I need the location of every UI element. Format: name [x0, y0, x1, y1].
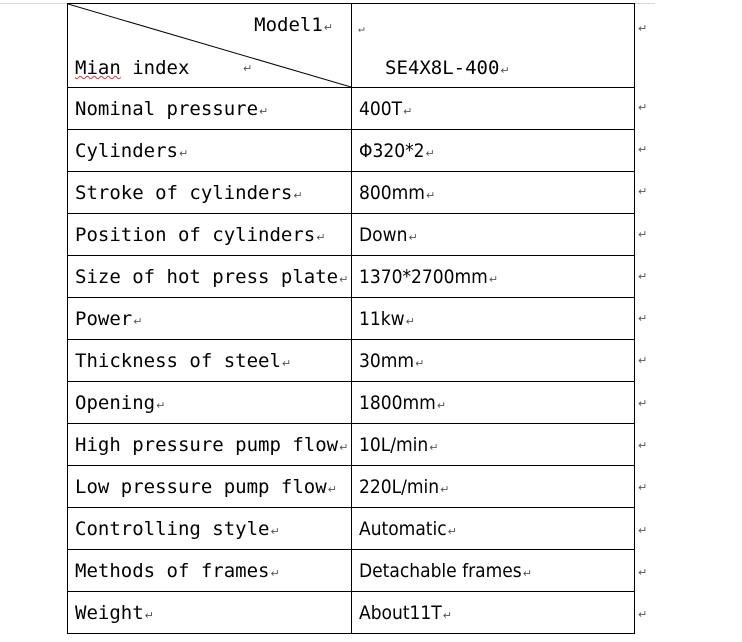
paragraph-mark-icon: ↵: [522, 566, 532, 580]
row-end-mark-icon: ↵: [638, 566, 648, 579]
param-value: 800mm: [359, 181, 425, 204]
table-row: [68, 382, 635, 424]
param-value: 10L/min: [359, 433, 429, 456]
param-cell: [68, 340, 352, 382]
paragraph-mark-icon: ↵: [323, 21, 333, 34]
paragraph-mark-icon: ↵: [316, 230, 326, 244]
paragraph-mark-icon: ↵: [144, 608, 154, 622]
value-cell: [352, 550, 635, 592]
param-cell: [68, 172, 352, 214]
index-label-word2: index: [132, 57, 190, 79]
row-end-mark-icon: ↵: [638, 270, 648, 283]
paragraph-mark-icon: ↵: [425, 146, 435, 160]
paragraph-mark-icon: ↵: [178, 146, 189, 160]
model-label: Model1: [254, 14, 323, 36]
table-row: [68, 508, 635, 550]
paragraph-mark-icon: ↵: [270, 566, 280, 580]
table-row: [68, 172, 635, 214]
row-end-mark-icon: ↵: [638, 481, 648, 494]
param-cell: [68, 466, 352, 508]
paragraph-mark-icon: ↵: [270, 524, 280, 538]
param-label: Size of hot press plate: [75, 265, 339, 288]
paragraph-mark-icon: ↵: [425, 188, 436, 202]
param-label: Power: [75, 307, 133, 330]
table-row: [68, 424, 635, 466]
param-value: About11T: [359, 601, 442, 624]
paragraph-mark-icon: ↵: [293, 188, 303, 202]
row-end-mark-icon: ↵: [638, 143, 648, 156]
paragraph-mark-icon: ↵: [405, 314, 415, 328]
paragraph-mark-icon: ↵: [133, 314, 143, 328]
row-end-mark-icon: ↵: [638, 354, 648, 367]
param-cell: [68, 592, 352, 634]
param-value: 30mm: [359, 349, 415, 372]
table-row: [68, 130, 635, 172]
param-value: 400T: [359, 97, 403, 120]
paragraph-mark-icon: ↵: [408, 230, 418, 244]
param-value: Detachable frames: [359, 559, 522, 582]
param-label: Low pressure pump flow: [75, 475, 327, 498]
param-label: Stroke of cylinders: [75, 181, 293, 204]
table-row: [68, 256, 635, 298]
paragraph-mark-icon: ↵: [327, 482, 337, 496]
table-row: [68, 550, 635, 592]
paragraph-mark-icon: ↵: [440, 482, 450, 496]
paragraph-mark-icon: ↵: [259, 104, 269, 118]
param-cell: [68, 424, 352, 466]
value-cell: [352, 508, 635, 550]
value-cell: [352, 130, 635, 172]
model-value: SE4X8L-400: [385, 57, 500, 79]
value-cell: [352, 466, 635, 508]
param-label: Nominal pressure: [75, 97, 259, 120]
value-cell: [352, 592, 635, 634]
model-value-cell: [352, 4, 635, 88]
row-end-mark-icon: ↵: [638, 608, 648, 621]
paragraph-mark-icon: ↵: [447, 524, 457, 538]
table-row: [68, 466, 635, 508]
paragraph-mark-icon: ↵: [339, 272, 349, 286]
diagonal-header-cell: [68, 4, 352, 88]
paragraph-mark-icon: ↵: [488, 272, 499, 286]
table-row: [68, 592, 635, 634]
paragraph-mark-icon: ↵: [415, 356, 425, 370]
param-cell: [68, 256, 352, 298]
paragraph-mark-icon: ↵: [243, 62, 253, 75]
row-end-mark-icon: ↵: [638, 524, 648, 537]
row-end-mark-icon: ↵: [638, 439, 648, 452]
table-header-row: [68, 4, 635, 88]
param-label: Cylinders: [75, 139, 178, 162]
value-cell: [352, 382, 635, 424]
param-cell: [68, 550, 352, 592]
param-label: High pressure pump flow: [75, 433, 339, 456]
row-end-mark-icon: ↵: [638, 312, 648, 325]
value-cell: [352, 340, 635, 382]
index-label-word1: Mian: [75, 57, 121, 79]
paragraph-mark-icon: ↵: [436, 398, 447, 412]
row-end-mark-icon: ↵: [638, 397, 648, 410]
param-cell: [68, 382, 352, 424]
table-row: [68, 298, 635, 340]
param-value: 220L/min: [359, 475, 440, 498]
paragraph-mark-icon: ↵: [281, 356, 292, 370]
value-cell: [352, 172, 635, 214]
table-row: [68, 214, 635, 256]
paragraph-mark-icon: ↵: [403, 104, 413, 118]
param-cell: [68, 298, 352, 340]
param-label: Controlling style: [75, 517, 270, 540]
spec-table: [67, 3, 635, 634]
param-label: Position of cylinders: [75, 223, 316, 246]
param-value: 11kw: [359, 307, 405, 330]
paragraph-mark-icon: ↵: [358, 22, 365, 35]
row-end-mark-icon: ↵: [638, 101, 648, 114]
param-cell: [68, 508, 352, 550]
param-cell: [68, 88, 352, 130]
value-cell: [352, 256, 635, 298]
paragraph-mark-icon: ↵: [339, 440, 349, 454]
row-end-mark-icon: ↵: [638, 228, 648, 241]
param-label: Opening: [75, 391, 156, 414]
param-cell: [68, 214, 352, 256]
param-label: Weight: [75, 601, 144, 624]
param-value: Φ320*2: [359, 139, 425, 162]
paragraph-mark-icon: ↵: [429, 440, 439, 454]
value-cell: [352, 214, 635, 256]
value-cell: [352, 424, 635, 466]
param-value: 1370*2700mm: [359, 265, 488, 288]
paragraph-mark-icon: ↵: [156, 398, 166, 412]
value-cell: [352, 88, 635, 130]
table-row: [68, 88, 635, 130]
param-label: Methods of frames: [75, 559, 270, 582]
row-end-mark-icon: ↵: [638, 185, 648, 198]
param-value: Automatic: [359, 517, 447, 540]
param-cell: [68, 130, 352, 172]
param-value: Down: [359, 223, 408, 246]
param-value: 1800mm: [359, 391, 436, 414]
paragraph-mark-icon: ↵: [500, 64, 510, 77]
paragraph-mark-icon: ↵: [442, 608, 452, 622]
table-row: [68, 340, 635, 382]
param-label: Thickness of steel: [75, 349, 281, 372]
value-cell: [352, 298, 635, 340]
row-end-mark-icon: ↵: [638, 22, 648, 35]
